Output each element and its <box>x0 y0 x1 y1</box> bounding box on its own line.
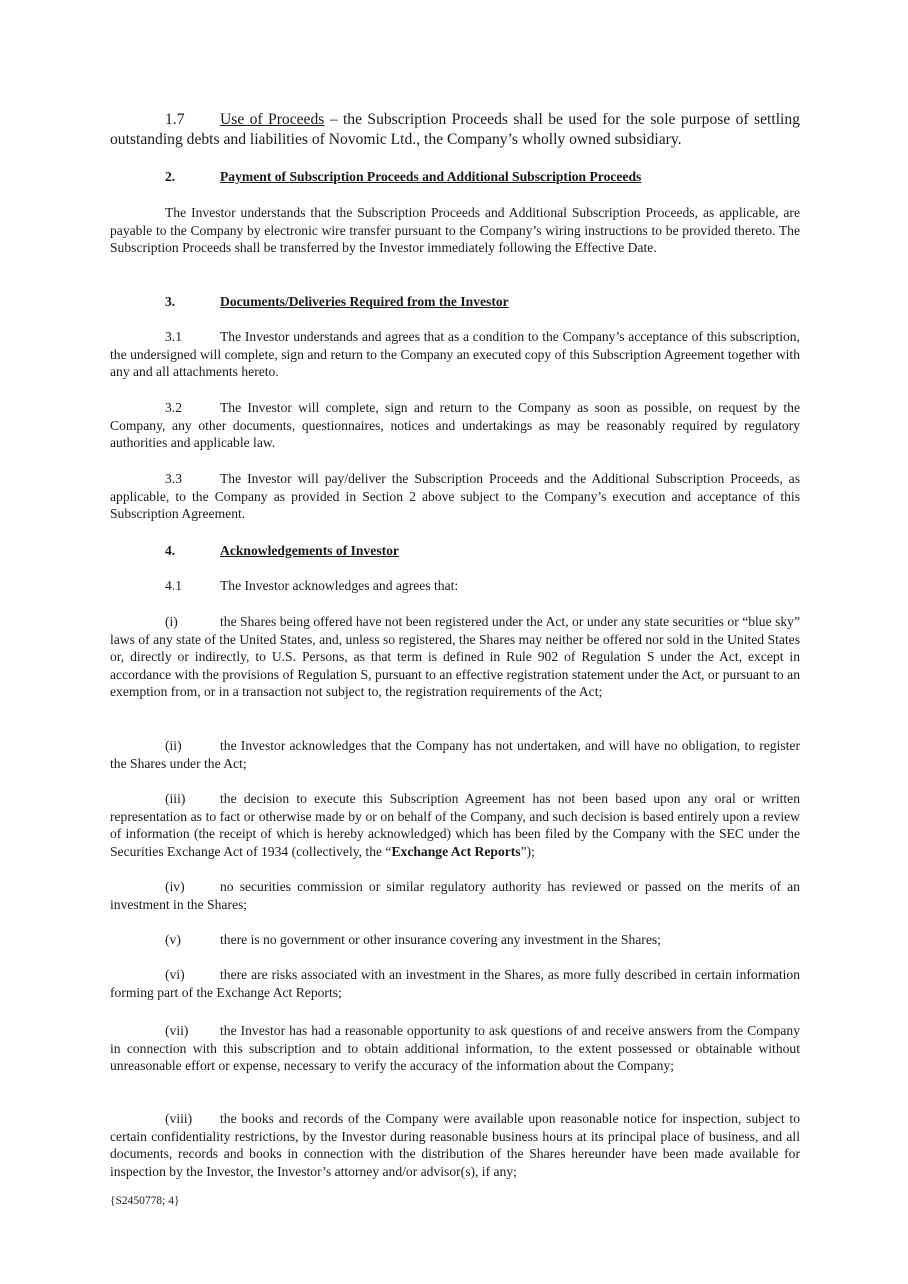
ack-item-iv <box>110 878 800 913</box>
item-text-after: ”); <box>520 843 535 859</box>
item-number: (v) <box>165 932 181 947</box>
section-title: Acknowledgements of Investor <box>220 543 399 558</box>
item-number: 3.3 <box>165 471 182 486</box>
section-title: Payment of Subscription Proceeds and Additional Subscription Proceeds <box>220 169 642 184</box>
section-number: 4. <box>165 543 176 558</box>
section-number: 1.7 <box>165 111 185 128</box>
section-1-7-paragraph <box>110 110 800 149</box>
item-number: 3.2 <box>165 400 182 415</box>
item-number: (iv) <box>165 879 185 894</box>
item-text: The Investor acknowledges and agrees that: <box>220 578 459 593</box>
item-text: there are risks associated with an investment in the Shares, as more fully described in certain information forming part of the Exchange Act Reports; <box>110 967 800 1000</box>
item-number: (vi) <box>165 967 185 982</box>
item-text: the Investor acknowledges that the Company has not undertaken, and will have no obligation, to register the Shares under the Act; <box>110 738 800 771</box>
section-3-1-paragraph <box>110 328 800 381</box>
section-title: Use of Proceeds <box>220 111 325 128</box>
document-id-footer: {S2450778; 4} <box>110 1195 180 1207</box>
section-title: Documents/Deliveries Required from the Investor <box>220 294 509 309</box>
section-text: – the Subscription Proceeds shall be used for the sole purpose of settling outstanding debts and liabilities of Novomic Ltd., the Company’s wholly owned subsidiary. <box>110 111 800 148</box>
section-3-3-paragraph <box>110 470 800 523</box>
item-number: (i) <box>165 614 178 629</box>
section-3-heading <box>165 293 509 311</box>
section-2-heading <box>165 168 641 186</box>
item-text: the books and records of the Company were available upon reasonable notice for inspection, subject to certain confidentiality restrictions, by the Investor during reasonable business hours at its principal place of business, and all documents, records and books in connection with the distribution of the Shares hereunder have been made available for inspection by the Investor, the Investor’s attorney and/or advisor(s), if any; <box>110 1111 800 1179</box>
item-number: (viii) <box>165 1111 193 1126</box>
item-text: The Investor will complete, sign and return to the Company as soon as possible, on request by the Company, any other documents, questionnaires, notices and undertakings as may be reasonably required by regulatory authorities and applicable law. <box>110 400 800 451</box>
ack-item-vii <box>110 1022 800 1075</box>
item-number: (vii) <box>165 1023 189 1038</box>
item-text: there is no government or other insurance covering any investment in the Shares; <box>220 932 661 947</box>
ack-item-vi <box>110 966 800 1001</box>
item-number: 3.1 <box>165 329 182 344</box>
ack-item-ii <box>110 737 800 772</box>
section-3-2-paragraph <box>110 399 800 452</box>
item-text-before: the decision to execute this Subscription Agreement has not been based upon any oral or written representation as to fact or otherwise made by or on behalf of the Company, and such decision is based entirely upon a review of information (the receipt of which is hereby acknowledged) which has been filed by the Company with the SEC under the Securities Exchange Act of 1934 (collectively, the “ <box>110 791 800 859</box>
item-text: the Investor has had a reasonable opportunity to ask questions of and receive answers from the Company in connection with this subscription and to obtain additional information, to the extent possessed or obtainable without unreasonable effort or expense, necessary to verify the accuracy of the information about the Company; <box>110 1023 800 1074</box>
ack-item-iii <box>110 790 800 860</box>
section-2-body: The Investor understands that the Subscription Proceeds and Additional Subscription Proceeds, as applicable, are payable to the Company by electronic wire transfer pursuant to the Company’s wiring instructions to be provided thereto. The Subscription Proceeds shall be transferred by the Investor immediately following the Effective Date. <box>110 205 800 256</box>
item-text: the Shares being offered have not been registered under the Act, or under any state securities or “blue sky” laws of any state of the United States, and, unless so registered, the Shares may neither be offered nor sold in the United States or, directly or indirectly, to U.S. Persons, as that term is defined in Rule 902 of Regulation S under the Act, except in accordance with the provisions of Regulation S, pursuant to an effective registration statement under the Act, or pursuant to an exemption from, or in a transaction not subject to, the registration requirements of the Act; <box>110 614 800 700</box>
item-number: 4.1 <box>165 578 182 593</box>
section-number: 3. <box>165 294 176 309</box>
section-number: 2. <box>165 169 176 184</box>
item-text: no securities commission or similar regulatory authority has reviewed or passed on the merits of an investment in the Shares; <box>110 879 800 912</box>
section-4-heading <box>165 542 399 560</box>
ack-item-v <box>110 931 800 949</box>
ack-item-viii <box>110 1110 800 1180</box>
item-text: The Investor will pay/deliver the Subscription Proceeds and the Additional Subscription Proceeds, as applicable, to the Company as provided in Section 2 above subject to the Company’s execution and acceptance of this Subscription Agreement. <box>110 471 800 522</box>
section-4-1-paragraph <box>110 577 800 595</box>
ack-item-i <box>110 613 800 701</box>
item-text: The Investor understands and agrees that as a condition to the Company’s acceptance of this subscription, the undersigned will complete, sign and return to the Company an executed copy of this Subscription Agreement together with any and all attachments hereto. <box>110 329 800 380</box>
defined-term: Exchange Act Reports <box>391 843 521 859</box>
item-number: (iii) <box>165 791 186 806</box>
item-number: (ii) <box>165 738 182 753</box>
